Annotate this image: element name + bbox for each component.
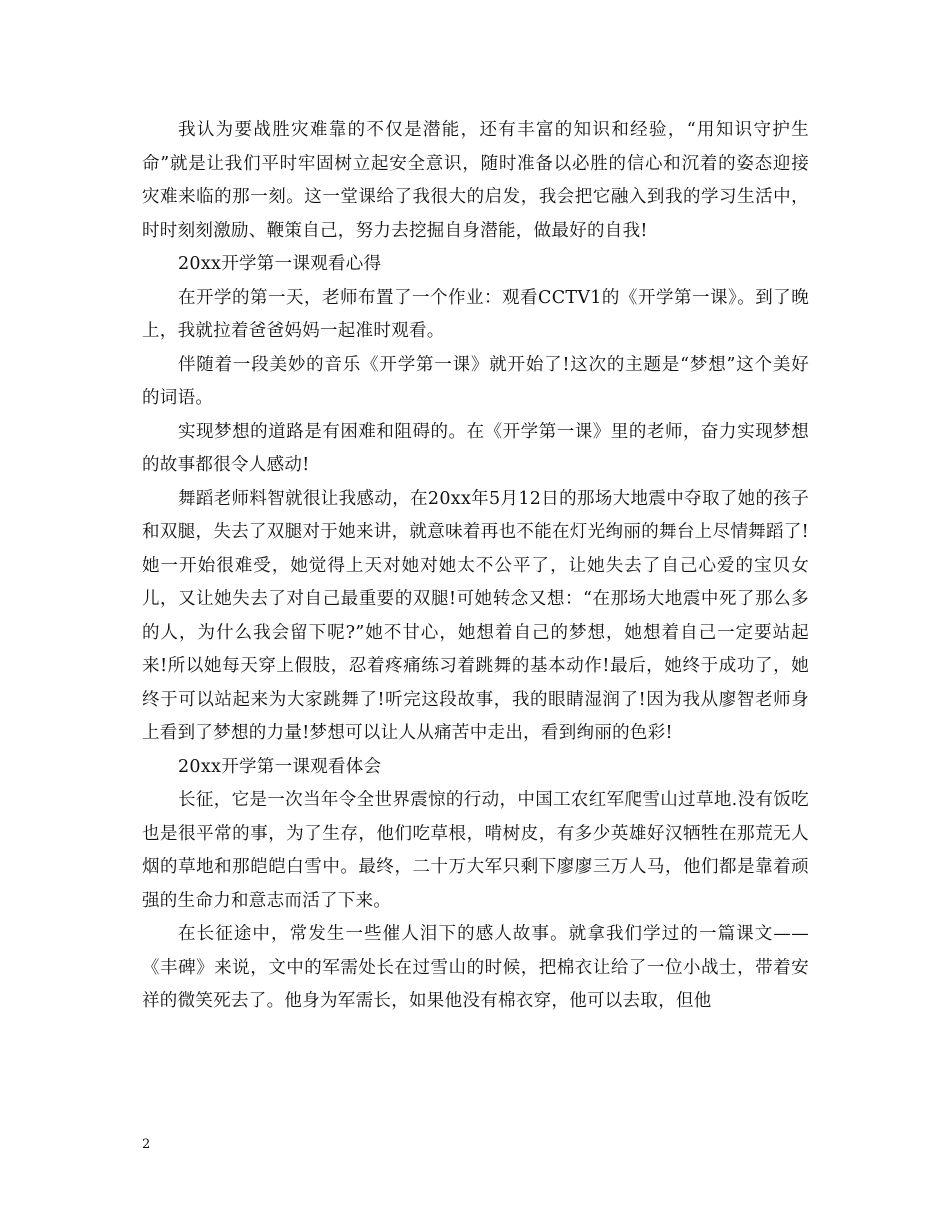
section-heading-viewing-experience: 20xx开学第一课观看体会 bbox=[178, 756, 382, 777]
document-body bbox=[142, 114, 809, 1019]
paragraph-dream-theme: 伴随着一段美妙的音乐《开学第一课》就开始了!这次的主题是“梦想”这个美好的词语。 bbox=[142, 354, 809, 408]
paragraph-dream-obstacles: 实现梦想的道路是有困难和阻碍的。在《开学第一课》里的老师，奋力实现梦想的故事都很令人感动! bbox=[142, 421, 809, 475]
paragraph-dance-teacher-story: 舞蹈老师料智就很让我感动，在20xx年5月12日的那场大地震中夺取了她的孩子和双腿，失去了双腿对于她来讲，就意味着再也不能在灯光绚丽的舞台上尽情舞蹈了!她一开始很难受，她觉得上天对她对她太不公平了，让她失去了自己心爱的宝贝女儿，又让她失去了对自己最重要的双腿!可她转念又想：“在那场大地震中死了那么多的人，为什么我会留下呢?”她不甘心，她想着自己的梦想，她想着自己一定要站起来!所以她每天穿上假肢，忍着疼痛练习着跳舞的基本动作!最后，她终于成功了，她终于可以站起来为大家跳舞了!听完这段故事，我的眼睛湿润了!因为我从廖智老师身上看到了梦想的力量!梦想可以让人从痛苦中走出，看到绚丽的色彩! bbox=[142, 488, 809, 743]
paragraph-monument-story: 在长征途中，常发生一些催人泪下的感人故事。就拿我们学过的一篇课文——《丰碑》来说，文中的军需处长在过雪山的时候，把棉衣让给了一位小战士，带着安祥的微笑死去了。他身为军需长，如果他没有棉衣穿，他可以去取，但他 bbox=[142, 924, 809, 1011]
paragraph-long-march: 长征，它是一次当年令全世界震惊的行动，中国工农红军爬雪山过草地.没有饭吃也是很平常的事，为了生存，他们吃草根，啃树皮，有多少英雄好汉牺牲在那荒无人烟的草地和那皑皑白雪中。最终，二十万大军只剩下廖廖三万人马，他们都是靠着顽强的生命力和意志而活了下来。 bbox=[142, 790, 809, 911]
paragraph-disaster-knowledge: 我认为要战胜灾难靠的不仅是潜能，还有丰富的知识和经验，“用知识守护生命”就是让我们平时牢固树立起安全意识，随时准备以必胜的信心和沉着的姿态迎接灾难来临的那一刻。这一堂课给了我很大的启发，我会把它融入到我的学习生活中，时时刻刻激励、鞭策自己，努力去挖掘自身潜能，做最好的自我! bbox=[142, 120, 809, 241]
section-heading-viewing-notes: 20xx开学第一课观看心得 bbox=[178, 254, 382, 274]
page-number: 2 bbox=[142, 1137, 151, 1152]
paragraph-homework: 在开学的第一天，老师布置了一个作业：观看CCTV1的《开学第一课》。到了晚上，我就拉着爸爸妈妈一起准时观看。 bbox=[142, 287, 809, 341]
